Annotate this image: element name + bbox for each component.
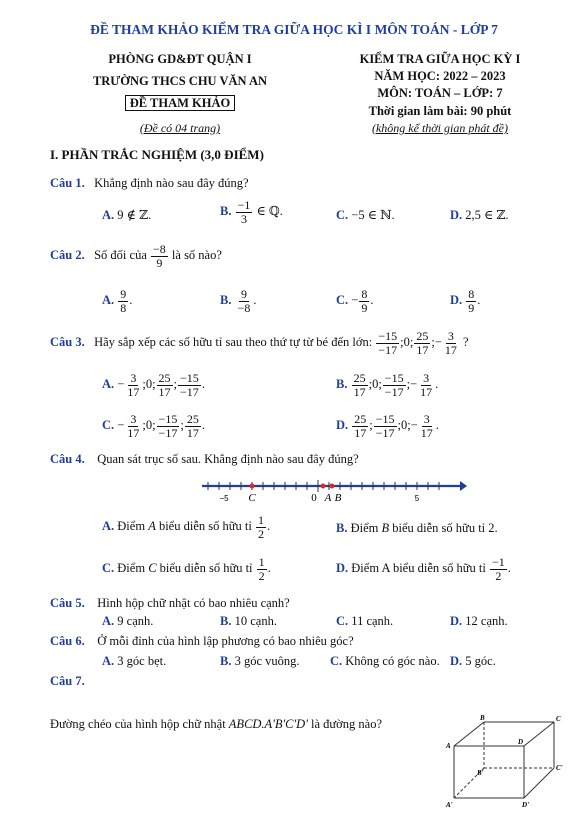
question-text: Khẳng định nào sau đây đúng? [94, 176, 249, 190]
fraction: $\frac{8}{9}$ [361, 287, 368, 315]
vertex-a: A [446, 742, 451, 750]
q4-option-b[interactable]: B. Điểm B biểu diễn số hữu tỉ 2. [336, 521, 498, 535]
point-c-marker [250, 484, 255, 489]
page-title: ĐỀ THAM KHẢO KIỂM TRA GIỮA HỌC KÌ I MÔN TOÁN - LỚP 7 [90, 22, 498, 37]
q1-option-c[interactable]: C. −5 ∈ ℕ. [336, 208, 395, 222]
tick-label-minus5: −5 [219, 494, 229, 503]
q1-option-a[interactable]: A. 9 ∉ ℤ. [102, 208, 152, 222]
vertex-a-prime: A' [446, 801, 453, 809]
q4-option-c[interactable]: C. Điểm C biểu diễn số hữu tỉ $\frac{1}{2}$ . [102, 555, 271, 583]
q5-option-b[interactable]: B. 10 cạnh. [220, 614, 277, 628]
q2-option-a[interactable]: A. $\frac{9}{8}$ . [102, 287, 133, 315]
school-name: TRƯỜNG THCS CHU VĂN AN [92, 74, 268, 88]
dept-name: PHÒNG GD&ĐT QUẬN I [108, 52, 252, 66]
q3-option-d[interactable]: D. $\frac{25}{17}$ ; $\frac{-15}{-17}$ ;0;− $\frac{3}{17}$ . [336, 412, 439, 440]
q6-option-c[interactable]: C. Không có góc nào. [330, 654, 440, 668]
tick-label-zero: 0 [311, 492, 317, 504]
section-heading: I. PHẦN TRẮC NGHIỆM (3,0 ĐIỂM) [50, 147, 264, 162]
point-b-marker [330, 484, 335, 489]
q3-option-c[interactable]: C. − $\frac{3}{17}$ ;0; $\frac{-15}{-17}$ ; $\frac{25}{17}$ . [102, 412, 205, 440]
question-label: Câu 4. [50, 452, 85, 466]
number-line [196, 474, 468, 508]
question-label: Câu 1. [50, 176, 85, 190]
q5-option-c[interactable]: C. 11 cạnh. [336, 614, 394, 628]
q1-option-d[interactable]: D. 2,5 ∈ ℤ. [450, 208, 509, 222]
q5-option-a[interactable]: A. 9 cạnh. [102, 614, 154, 628]
q2-option-b[interactable]: B. $\frac{9}{-8}$ . [220, 287, 257, 315]
question-label: Câu 5. [50, 596, 85, 610]
vertex-b: B [480, 714, 485, 722]
school-year: NĂM HỌC: 2022 – 2023 [374, 69, 506, 83]
point-b-label: B [334, 492, 342, 504]
q6-option-a[interactable]: A. 3 góc bẹt. [102, 654, 167, 668]
q6-option-b[interactable]: B. 3 góc vuông. [220, 654, 300, 668]
page-count: (Đề có 04 trang) [139, 121, 221, 135]
subject-line: MÔN: TOÁN – LỚP: 7 [377, 86, 503, 100]
vertex-d: D [518, 738, 524, 746]
question-4: Câu 4. Quan sát trục số sau. Khẳng định nào sau đây đúng? [50, 452, 359, 466]
question-7 [50, 674, 85, 689]
q5-option-d[interactable]: D. 12 cạnh. [450, 614, 508, 628]
fraction: $\frac{9}{8}$ [120, 287, 127, 315]
time-note: (không kể thời gian phát đề) [371, 121, 509, 135]
exam-type-box [60, 96, 300, 111]
vertex-c-prime: C' [556, 764, 563, 772]
q3-option-b[interactable]: B. $\frac{25}{17}$ ;0; $\frac{-15}{-17}$ ;− $\frac{3}{17}$ . [336, 371, 439, 399]
question-label: Câu 6. [50, 634, 85, 648]
question-3: Câu 3. Hãy sắp xếp các số hữu tỉ sau theo thứ tự từ bé đến lớn: $\frac{-15}{-17}$ ;0; $\frac{25}{17}$ ;− $\frac{3}{17}$ ? [50, 329, 469, 357]
q6-option-d[interactable]: D. 5 góc. [450, 654, 496, 668]
question-7-text: Đường chéo của hình hộp chữ nhật ABCD.A'B'C'D' là đường nào? [50, 717, 383, 731]
q1-option-b[interactable]: B. $\frac{-1}{3}$ ∈ ℚ. [220, 198, 283, 226]
question-2: Câu 2. Số đối của $\frac{-8}{9}$ là số nào? [50, 242, 222, 270]
rectangular-box-diagram [440, 712, 572, 824]
q2-option-c[interactable]: C. − $\frac{8}{9}$ . [336, 287, 374, 315]
exam-name: KIỂM TRA GIỮA HỌC KỲ I [359, 52, 521, 66]
vertex-b-prime: B' [477, 769, 484, 777]
q2-option-d[interactable]: D. $\frac{8}{9}$ . [450, 287, 481, 315]
point-a-marker [321, 484, 326, 489]
fraction: $\frac{9}{-8}$ [237, 287, 251, 315]
fraction: $\frac{-1}{3}$ [237, 198, 251, 226]
vertex-d-prime: D' [522, 801, 529, 809]
question-label: Câu 2. [50, 247, 85, 262]
exam-type-label: ĐỀ THAM KHẢO [125, 95, 235, 111]
exam-time: Thời gian làm bài: 90 phút [368, 104, 512, 118]
vertex-c: C [556, 715, 561, 723]
fraction: $\frac{-8}{9}$ [153, 242, 166, 270]
question-label: Câu 3. [50, 334, 85, 349]
fraction: $\frac{8}{9}$ [468, 287, 475, 315]
point-c-label: C [248, 492, 256, 504]
tick-label-five: 5 [414, 494, 420, 503]
question-5: Câu 5. Hình hộp chữ nhật có bao nhiêu cạnh? [50, 596, 290, 610]
question-6: Câu 6. Ở mỗi đỉnh của hình lập phương có bao nhiêu góc? [50, 634, 354, 648]
q4-option-d[interactable]: D. Điểm A biểu diễn số hữu tỉ $\frac{-1}{2}$ . [336, 555, 511, 583]
q3-option-a[interactable]: A. − $\frac{3}{17}$ ;0; $\frac{25}{17}$ ; $\frac{-15}{-17}$ . [102, 371, 205, 399]
question-label: Câu 7. [50, 674, 85, 688]
q4-option-a[interactable]: A. Điểm A biểu diễn số hữu tỉ $\frac{1}{2}$ . [102, 513, 271, 541]
point-a-label: A [324, 492, 332, 504]
question-1 [50, 176, 249, 191]
